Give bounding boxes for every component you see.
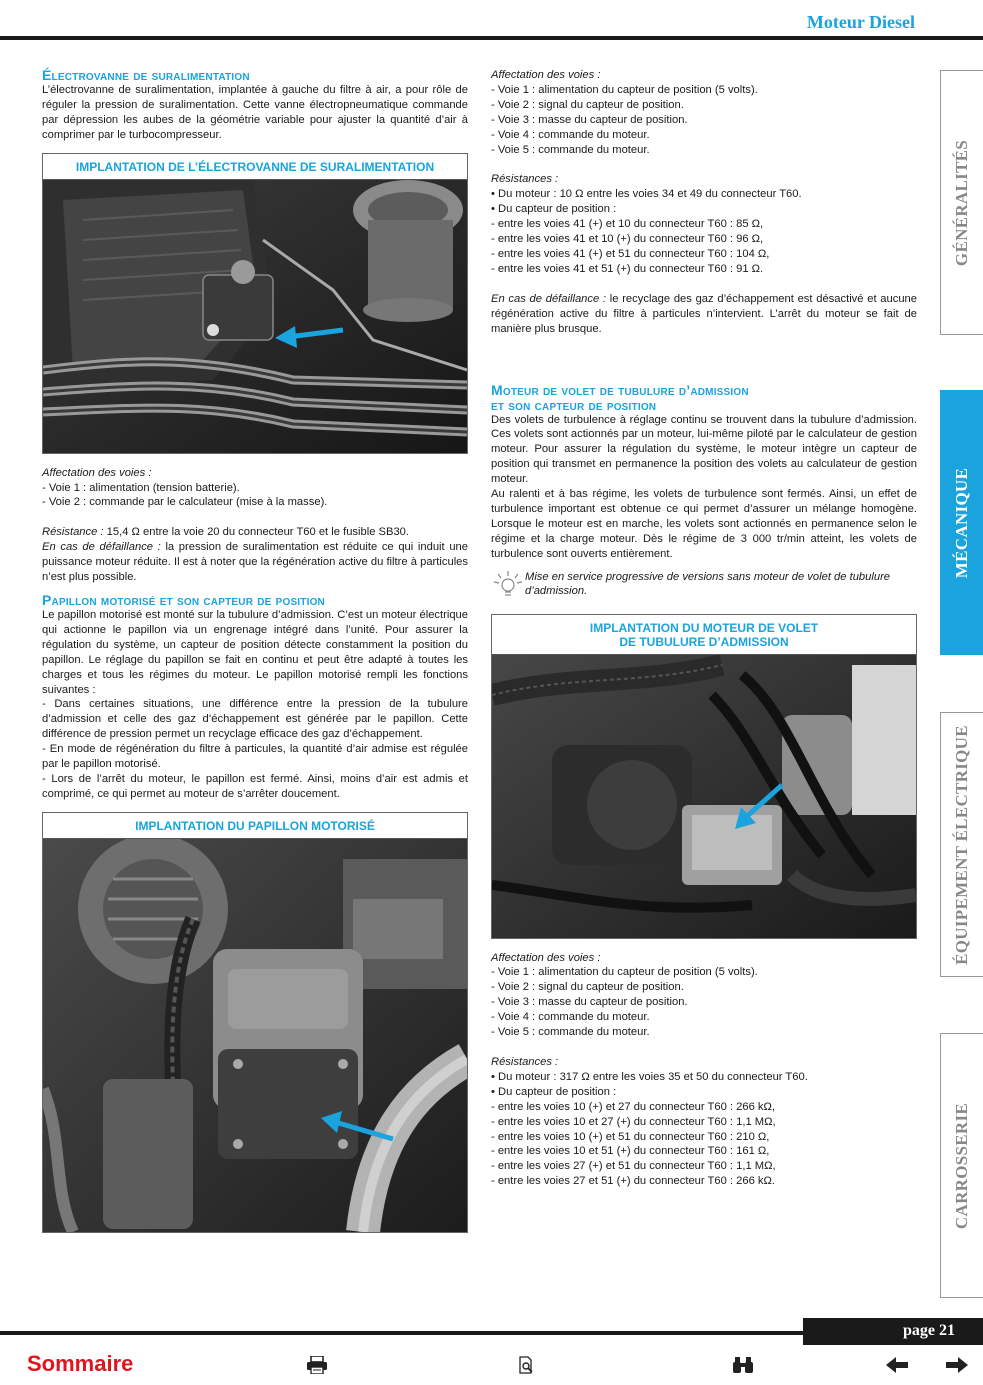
volet-resistances-title: Résistances : xyxy=(491,1056,559,1068)
right-column xyxy=(491,68,917,1189)
list-item: • Du capteur de position : xyxy=(491,203,617,216)
papillon-paragraph: - Dans certaines situations, une différence entre la pression de la tubulure d’admission et celle des gaz d’échappement est générée par le papillon. Cette différence de pression permet un recyclage efficace des gaz d’échappement. xyxy=(42,698,468,741)
heading-volet-line2: et son capteur de position xyxy=(491,396,657,413)
volet-paragraph: Au ralenti et à bas régime, les volets de turbulence sont fermés. Ainsi, un effet de turbulence important est obtenue ce qui permet d’assurer un mélange homogène. Lorsque le moteur est en marche, les volets sont actionnés en permanence selon le régime et la charge moteur. Dès le régime de 3 000 tr/min atteint, les volets de turbulence sont ouverts entièrement. xyxy=(491,488,917,560)
papillon-paragraph: - En mode de régénération du filtre à particules, la quantité d’air admise est régulée par le papillon motorisé. xyxy=(42,743,468,771)
electrovanne-photo xyxy=(43,179,467,453)
header-title: Moteur Diesel xyxy=(806,12,915,32)
papillon-voies-list xyxy=(491,83,917,158)
search-document-icon[interactable] xyxy=(518,1356,536,1374)
tab-mecanique-label: MÉCANIQUE xyxy=(952,467,971,578)
defaillance-text: la pression de suralimentation est réduite ce qui induit une puissance moteur réduite. Il est à noter que la régénération active du filtre à particules n’est plus possible. xyxy=(42,541,468,584)
papillon-paragraph: Le papillon motorisé est monté sur la tubulure d’admission. C’est un moteur électrique qui actionne le papillon via un engrenage intégré dans l’unité. Pour assurer la régulation du système, un capteur de position détecte constamment la position du papillon. Le réglage du papillon se fait en continu et peut être adapté à toutes les charges et tous les régimes du moteur. Le papillon motorisé rempli les fonctions suivantes : xyxy=(42,608,468,696)
list-item: - entre les voies 10 et 27 (+) du connecteur T60 : 1,1 MΩ, xyxy=(491,1115,776,1128)
volet-voies-title: Affectation des voies : xyxy=(491,951,601,964)
list-item: - entre les voies 10 et 51 (+) du connecteur T60 : 161 Ω, xyxy=(491,1145,770,1158)
lightbulb-icon xyxy=(491,570,525,600)
figure-papillon-title: IMPLANTATION DU PAPILLON MOTORISÉ xyxy=(135,818,375,833)
figure-electrovanne-title: IMPLANTATION DE L’ÉLECTROVANNE DE SURALIMENTATION xyxy=(75,159,435,174)
tab-carrosserie[interactable] xyxy=(940,1033,983,1298)
papillon-paragraph: - Lors de l’arrêt du moteur, le papillon est fermé. Ainsi, moins d’air est admis et comprimé, ce qui permet au moteur de s’arrêter doucement. xyxy=(42,772,468,800)
arrow-right-icon[interactable] xyxy=(946,1356,968,1374)
list-item: • Du moteur : 317 Ω entre les voies 35 et 50 du connecteur T60. xyxy=(491,1070,808,1083)
list-item: - entre les voies 27 et 51 (+) du connecteur T60 : 266 kΩ. xyxy=(491,1175,775,1188)
list-item: - entre les voies 27 (+) et 51 du connecteur T60 : 1,1 MΩ, xyxy=(491,1160,776,1173)
volet-photo-art xyxy=(492,655,916,938)
list-item: - Voie 5 : commande du moteur. xyxy=(491,143,650,156)
papillon-defaillance xyxy=(491,292,917,337)
volet-photo xyxy=(492,654,916,938)
defaillance-text: le recyclage des gaz d’échappement est désactivé et aucune régénération active du filtre à particules n’intervient. L’arrêt du moteur se fait de manière plus brusque. xyxy=(491,292,917,335)
defaillance-label: En cas de défaillance : xyxy=(491,292,607,305)
electrovanne-defaillance xyxy=(42,540,468,585)
tab-generalites[interactable] xyxy=(940,70,983,335)
list-item: - Voie 1 : alimentation du capteur de position (5 volts). xyxy=(491,966,758,979)
volet-note-text: Mise en service progressive de versions sans moteur de volet de tubulure d’admission. xyxy=(525,570,891,598)
list-item: - Voie 2 : signal du capteur de position. xyxy=(491,98,684,111)
list-item: - entre les voies 41 (+) et 51 du connecteur T60 : 104 Ω, xyxy=(491,247,770,260)
list-item: - Voie 3 : masse du capteur de position. xyxy=(491,113,688,126)
resistance-value: 15,4 Ω entre la voie 20 du connecteur T60 et le fusible SB30. xyxy=(103,526,410,539)
arrow-left-icon[interactable] xyxy=(886,1356,908,1374)
list-item: - entre les voies 41 (+) et 10 du connecteur T60 : 85 Ω, xyxy=(491,218,764,231)
list-item: - Voie 1 : alimentation du capteur de position (5 volts). xyxy=(491,83,758,96)
list-item: - Voie 5 : commande du moteur. xyxy=(491,1026,650,1039)
tab-mecanique[interactable] xyxy=(940,390,983,655)
figure-volet-title-line1: IMPLANTATION DU MOTEUR DE VOLET xyxy=(589,620,819,635)
papillon-photo-art xyxy=(43,839,467,1232)
tab-equipement-label: ÉQUIPEMENT ÉLECTRIQUE xyxy=(952,724,971,965)
figure-volet-title-line2: DE TUBULURE D’ADMISSION xyxy=(619,634,789,649)
heading-volet xyxy=(491,383,917,413)
heading-volet-line1: Moteur de volet de tubulure d’admission xyxy=(491,381,749,398)
volet-note xyxy=(491,570,917,600)
papillon-resistances-title: Résistances : xyxy=(491,173,559,186)
binoculars-icon[interactable] xyxy=(731,1356,755,1374)
left-column xyxy=(42,68,468,1233)
list-item: - entre les voies 10 (+) et 51 du connecteur T60 : 210 Ω, xyxy=(491,1130,770,1143)
list-item: • Du moteur : 10 Ω entre les voies 34 et 49 du connecteur T60. xyxy=(491,188,802,201)
printer-icon[interactable] xyxy=(306,1356,328,1374)
tab-equipement-electrique[interactable] xyxy=(940,712,983,977)
volet-voies-list xyxy=(491,965,917,1040)
list-item: - Voie 2 : commande par le calculateur (mise à la masse). xyxy=(42,496,328,509)
figure-volet xyxy=(491,614,917,939)
list-item: • Du capteur de position : xyxy=(491,1085,617,1098)
list-item: - Voie 4 : commande du moteur. xyxy=(491,128,650,141)
heading-electrovanne: Électrovanne de suralimentation xyxy=(42,67,250,83)
figure-volet-title xyxy=(492,615,916,654)
header-rule xyxy=(0,36,983,40)
volet-paragraph: Des volets de turbulence à réglage continu se trouvent dans la tubulure d’admission. Ces volets sont actionnés par un moteur, lui-même piloté par le calculateur de gestion moteur. Pour assurer la régulation du système, le moteur intègre un capteur de position qui transmet en permanence la position des volets au calculateur de gestion moteur. xyxy=(491,413,917,486)
list-item: - Voie 4 : commande du moteur. xyxy=(491,1011,650,1024)
tab-carrosserie-label: CARROSSERIE xyxy=(952,1102,971,1229)
tab-generalites-label: GÉNÉRALITÉS xyxy=(952,139,971,266)
electrovanne-voies-title: Affectation des voies : xyxy=(42,466,152,479)
electrovanne-resistance xyxy=(42,525,468,540)
papillon-resistances-list xyxy=(491,187,917,276)
papillon-photo xyxy=(43,838,467,1232)
list-item: - entre les voies 10 (+) et 27 du connecteur T60 : 266 kΩ, xyxy=(491,1100,775,1113)
list-item: - Voie 3 : masse du capteur de position. xyxy=(491,996,688,1009)
electrovanne-photo-art xyxy=(43,180,467,453)
heading-papillon: Papillon motorisé et son capteur de position xyxy=(42,591,325,608)
list-item: - entre les voies 41 et 10 (+) du connecteur T60 : 96 Ω, xyxy=(491,233,764,246)
resistance-label: Résistance : xyxy=(42,526,104,539)
list-item: - Voie 1 : alimentation (tension batterie). xyxy=(42,481,240,494)
sommaire-link[interactable]: Sommaire xyxy=(27,1351,134,1376)
list-item: - entre les voies 41 et 51 (+) du connecteur T60 : 91 Ω. xyxy=(491,262,764,275)
electrovanne-voies-list xyxy=(42,481,468,511)
electrovanne-body: L’électrovanne de suralimentation, implantée à gauche du filtre à air, a pour rôle de réguler la pression de suralimentation. Cette vanne électropneumatique commande par dépression les aubes de la géométrie variable pour ajuster la quantité d’air à comprimer par le turbocompresseur. xyxy=(42,84,468,141)
papillon-voies-title: Affectation des voies : xyxy=(491,69,601,81)
page-number: page 21 xyxy=(803,1318,983,1345)
figure-electrovanne xyxy=(42,153,468,454)
figure-papillon xyxy=(42,812,468,1233)
list-item: - Voie 2 : signal du capteur de position. xyxy=(491,981,684,994)
volet-resistances-list xyxy=(491,1070,917,1189)
defaillance-label: En cas de défaillance : xyxy=(42,541,161,554)
